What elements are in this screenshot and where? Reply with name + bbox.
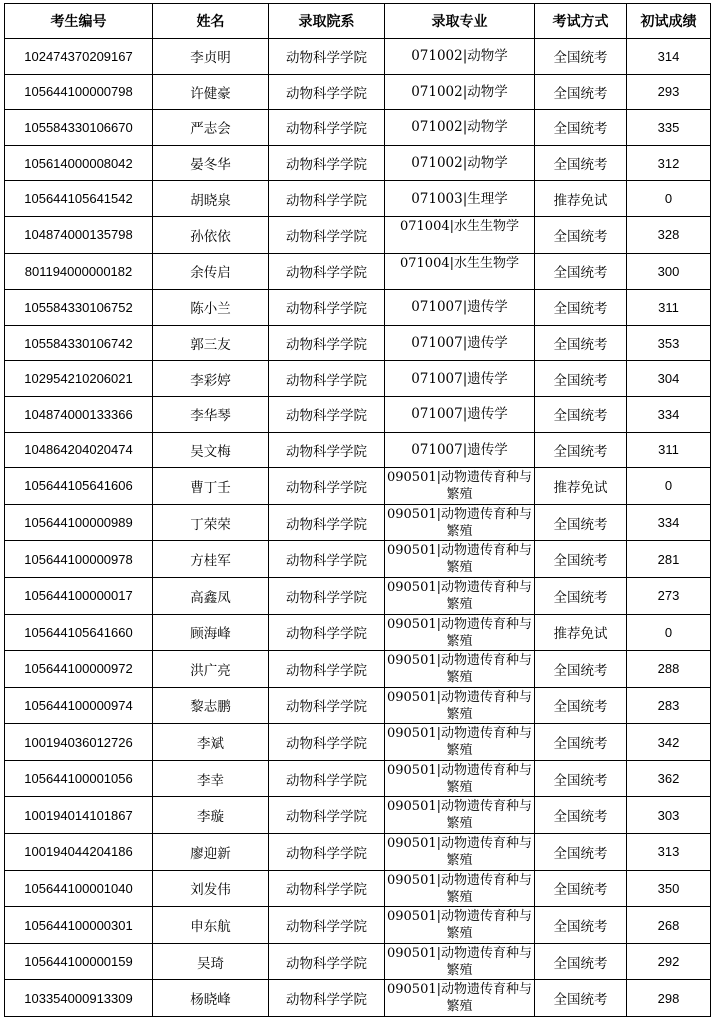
exam-method-cell: 全国统考 [535, 325, 627, 361]
department-cell: 动物科学学院 [269, 797, 385, 834]
name-cell: 陈小兰 [153, 290, 269, 326]
name-cell: 李斌 [153, 724, 269, 761]
exam-method-cell: 全国统考 [535, 907, 627, 944]
department-cell: 动物科学学院 [269, 216, 385, 253]
major-cell: 090501|动物遗传育种与繁殖 [385, 797, 535, 834]
table-header [5, 4, 711, 39]
major-cell: 071007|遗传学 [385, 361, 535, 397]
name-cell: 李华琴 [153, 396, 269, 432]
score-cell: 314 [627, 39, 711, 75]
exam-id-cell: 105644100000301 [5, 907, 153, 944]
name-cell: 李璇 [153, 797, 269, 834]
exam-method-cell: 全国统考 [535, 110, 627, 146]
exam-method-cell: 全国统考 [535, 724, 627, 761]
department-cell: 动物科学学院 [269, 468, 385, 505]
name-cell: 高鑫凤 [153, 577, 269, 614]
score-cell: 300 [627, 253, 711, 290]
table-row [5, 110, 711, 146]
department-cell: 动物科学学院 [269, 577, 385, 614]
exam-method-cell: 全国统考 [535, 870, 627, 907]
table-row [5, 145, 711, 181]
score-cell: 334 [627, 396, 711, 432]
department-cell: 动物科学学院 [269, 980, 385, 1017]
exam-id-cell: 100194044204186 [5, 834, 153, 871]
major-cell: 071002|动物学 [385, 145, 535, 181]
score-cell: 353 [627, 325, 711, 361]
header-major: 录取专业 [385, 4, 535, 39]
table-row [5, 396, 711, 432]
exam-id-cell: 103354000913309 [5, 980, 153, 1017]
score-cell: 0 [627, 614, 711, 651]
major-cell: 090501|动物遗传育种与繁殖 [385, 943, 535, 980]
header-score: 初试成绩 [627, 4, 711, 39]
department-cell: 动物科学学院 [269, 760, 385, 797]
exam-id-cell: 105614000008042 [5, 145, 153, 181]
department-cell: 动物科学学院 [269, 724, 385, 761]
major-cell: 090501|动物遗传育种与繁殖 [385, 724, 535, 761]
name-cell: 李贞明 [153, 39, 269, 75]
exam-method-cell: 全国统考 [535, 74, 627, 110]
score-cell: 313 [627, 834, 711, 871]
major-cell: 090501|动物遗传育种与繁殖 [385, 980, 535, 1017]
exam-id-cell: 104864204020474 [5, 432, 153, 468]
department-cell: 动物科学学院 [269, 74, 385, 110]
exam-method-cell: 推荐免试 [535, 468, 627, 505]
department-cell: 动物科学学院 [269, 614, 385, 651]
table-row [5, 980, 711, 1017]
exam-method-cell: 全国统考 [535, 396, 627, 432]
exam-id-cell: 105644100001056 [5, 760, 153, 797]
name-cell: 曹丁壬 [153, 468, 269, 505]
header-row [5, 4, 711, 39]
major-cell: 090501|动物遗传育种与繁殖 [385, 541, 535, 578]
admissions-table [4, 3, 711, 1017]
exam-id-cell: 105644100001040 [5, 870, 153, 907]
exam-id-cell: 105644100000972 [5, 651, 153, 688]
table-row [5, 943, 711, 980]
name-cell: 申东航 [153, 907, 269, 944]
exam-id-cell: 105644100000978 [5, 541, 153, 578]
score-cell: 335 [627, 110, 711, 146]
table-row [5, 361, 711, 397]
exam-method-cell: 全国统考 [535, 290, 627, 326]
major-cell: 090501|动物遗传育种与繁殖 [385, 614, 535, 651]
department-cell: 动物科学学院 [269, 110, 385, 146]
table-row [5, 907, 711, 944]
score-cell: 311 [627, 432, 711, 468]
department-cell: 动物科学学院 [269, 943, 385, 980]
table-row [5, 39, 711, 75]
table-row [5, 74, 711, 110]
department-cell: 动物科学学院 [269, 687, 385, 724]
exam-id-cell: 104874000135798 [5, 216, 153, 253]
major-cell: 090501|动物遗传育种与繁殖 [385, 907, 535, 944]
name-cell: 晏冬华 [153, 145, 269, 181]
score-cell: 312 [627, 145, 711, 181]
major-cell: 071007|遗传学 [385, 432, 535, 468]
exam-method-cell: 全国统考 [535, 541, 627, 578]
exam-method-cell: 全国统考 [535, 651, 627, 688]
name-cell: 李幸 [153, 760, 269, 797]
table-row [5, 325, 711, 361]
name-cell: 吴文梅 [153, 432, 269, 468]
table-row [5, 541, 711, 578]
exam-id-cell: 100194036012726 [5, 724, 153, 761]
score-cell: 293 [627, 74, 711, 110]
exam-id-cell: 105644100000159 [5, 943, 153, 980]
table-row [5, 687, 711, 724]
department-cell: 动物科学学院 [269, 325, 385, 361]
exam-method-cell: 全国统考 [535, 834, 627, 871]
major-cell: 071002|动物学 [385, 110, 535, 146]
name-cell: 刘发伟 [153, 870, 269, 907]
exam-method-cell: 全国统考 [535, 39, 627, 75]
major-cell: 090501|动物遗传育种与繁殖 [385, 651, 535, 688]
department-cell: 动物科学学院 [269, 145, 385, 181]
exam-method-cell: 推荐免试 [535, 181, 627, 217]
department-cell: 动物科学学院 [269, 396, 385, 432]
department-cell: 动物科学学院 [269, 181, 385, 217]
table-row [5, 834, 711, 871]
score-cell: 281 [627, 541, 711, 578]
score-cell: 0 [627, 468, 711, 505]
score-cell: 0 [627, 181, 711, 217]
exam-method-cell: 全国统考 [535, 980, 627, 1017]
name-cell: 顾海峰 [153, 614, 269, 651]
major-cell: 090501|动物遗传育种与繁殖 [385, 687, 535, 724]
major-cell: 071004|水生生物学 [385, 253, 535, 290]
name-cell: 郭三友 [153, 325, 269, 361]
exam-id-cell: 105584330106670 [5, 110, 153, 146]
department-cell: 动物科学学院 [269, 651, 385, 688]
exam-id-cell: 105644100000989 [5, 504, 153, 541]
exam-method-cell: 全国统考 [535, 253, 627, 290]
table-row [5, 432, 711, 468]
table-row [5, 724, 711, 761]
score-cell: 342 [627, 724, 711, 761]
major-cell: 090501|动物遗传育种与繁殖 [385, 504, 535, 541]
exam-id-cell: 104874000133366 [5, 396, 153, 432]
department-cell: 动物科学学院 [269, 504, 385, 541]
department-cell: 动物科学学院 [269, 290, 385, 326]
header-name: 姓名 [153, 4, 269, 39]
table-row [5, 651, 711, 688]
score-cell: 268 [627, 907, 711, 944]
table-row [5, 468, 711, 505]
exam-method-cell: 全国统考 [535, 504, 627, 541]
name-cell: 严志会 [153, 110, 269, 146]
exam-method-cell: 全国统考 [535, 760, 627, 797]
name-cell: 黎志鹏 [153, 687, 269, 724]
name-cell: 廖迎新 [153, 834, 269, 871]
department-cell: 动物科学学院 [269, 39, 385, 75]
department-cell: 动物科学学院 [269, 541, 385, 578]
name-cell: 胡晓泉 [153, 181, 269, 217]
score-cell: 334 [627, 504, 711, 541]
table-row [5, 216, 711, 253]
exam-method-cell: 全国统考 [535, 687, 627, 724]
exam-id-cell: 105584330106742 [5, 325, 153, 361]
exam-id-cell: 102954210206021 [5, 361, 153, 397]
name-cell: 洪广亮 [153, 651, 269, 688]
score-cell: 304 [627, 361, 711, 397]
exam-id-cell: 100194014101867 [5, 797, 153, 834]
score-cell: 298 [627, 980, 711, 1017]
table-body [5, 39, 711, 1017]
name-cell: 余传启 [153, 253, 269, 290]
major-cell: 090501|动物遗传育种与繁殖 [385, 760, 535, 797]
exam-id-cell: 105644100000017 [5, 577, 153, 614]
department-cell: 动物科学学院 [269, 834, 385, 871]
table-row [5, 614, 711, 651]
exam-id-cell: 105644100000798 [5, 74, 153, 110]
score-cell: 273 [627, 577, 711, 614]
table-row [5, 504, 711, 541]
table-row [5, 797, 711, 834]
major-cell: 071002|动物学 [385, 74, 535, 110]
department-cell: 动物科学学院 [269, 253, 385, 290]
score-cell: 362 [627, 760, 711, 797]
table-row [5, 870, 711, 907]
score-cell: 292 [627, 943, 711, 980]
exam-id-cell: 105644105641606 [5, 468, 153, 505]
name-cell: 许健豪 [153, 74, 269, 110]
exam-method-cell: 全国统考 [535, 361, 627, 397]
major-cell: 071007|遗传学 [385, 396, 535, 432]
score-cell: 311 [627, 290, 711, 326]
table-row [5, 253, 711, 290]
exam-method-cell: 全国统考 [535, 432, 627, 468]
table-row [5, 577, 711, 614]
name-cell: 杨晓峰 [153, 980, 269, 1017]
department-cell: 动物科学学院 [269, 907, 385, 944]
score-cell: 283 [627, 687, 711, 724]
exam-id-cell: 105644105641542 [5, 181, 153, 217]
name-cell: 李彩婷 [153, 361, 269, 397]
department-cell: 动物科学学院 [269, 870, 385, 907]
major-cell: 090501|动物遗传育种与繁殖 [385, 577, 535, 614]
score-cell: 328 [627, 216, 711, 253]
exam-method-cell: 推荐免试 [535, 614, 627, 651]
score-cell: 350 [627, 870, 711, 907]
name-cell: 吴琦 [153, 943, 269, 980]
header-exam-id: 考生编号 [5, 4, 153, 39]
major-cell: 071007|遗传学 [385, 290, 535, 326]
major-cell: 071004|水生生物学 [385, 216, 535, 253]
name-cell: 丁荣荣 [153, 504, 269, 541]
department-cell: 动物科学学院 [269, 432, 385, 468]
score-cell: 288 [627, 651, 711, 688]
header-exam-method: 考试方式 [535, 4, 627, 39]
name-cell: 方桂军 [153, 541, 269, 578]
major-cell: 090501|动物遗传育种与繁殖 [385, 834, 535, 871]
header-department: 录取院系 [269, 4, 385, 39]
exam-id-cell: 105644105641660 [5, 614, 153, 651]
major-cell: 090501|动物遗传育种与繁殖 [385, 870, 535, 907]
table-row [5, 290, 711, 326]
exam-method-cell: 全国统考 [535, 943, 627, 980]
exam-id-cell: 102474370209167 [5, 39, 153, 75]
exam-id-cell: 105584330106752 [5, 290, 153, 326]
exam-id-cell: 105644100000974 [5, 687, 153, 724]
exam-method-cell: 全国统考 [535, 797, 627, 834]
table-row [5, 760, 711, 797]
major-cell: 071002|动物学 [385, 39, 535, 75]
exam-method-cell: 全国统考 [535, 577, 627, 614]
name-cell: 孙依依 [153, 216, 269, 253]
exam-method-cell: 全国统考 [535, 216, 627, 253]
major-cell: 071007|遗传学 [385, 325, 535, 361]
major-cell: 071003|生理学 [385, 181, 535, 217]
department-cell: 动物科学学院 [269, 361, 385, 397]
table-row [5, 181, 711, 217]
exam-method-cell: 全国统考 [535, 145, 627, 181]
major-cell: 090501|动物遗传育种与繁殖 [385, 468, 535, 505]
exam-id-cell: 801194000000182 [5, 253, 153, 290]
score-cell: 303 [627, 797, 711, 834]
